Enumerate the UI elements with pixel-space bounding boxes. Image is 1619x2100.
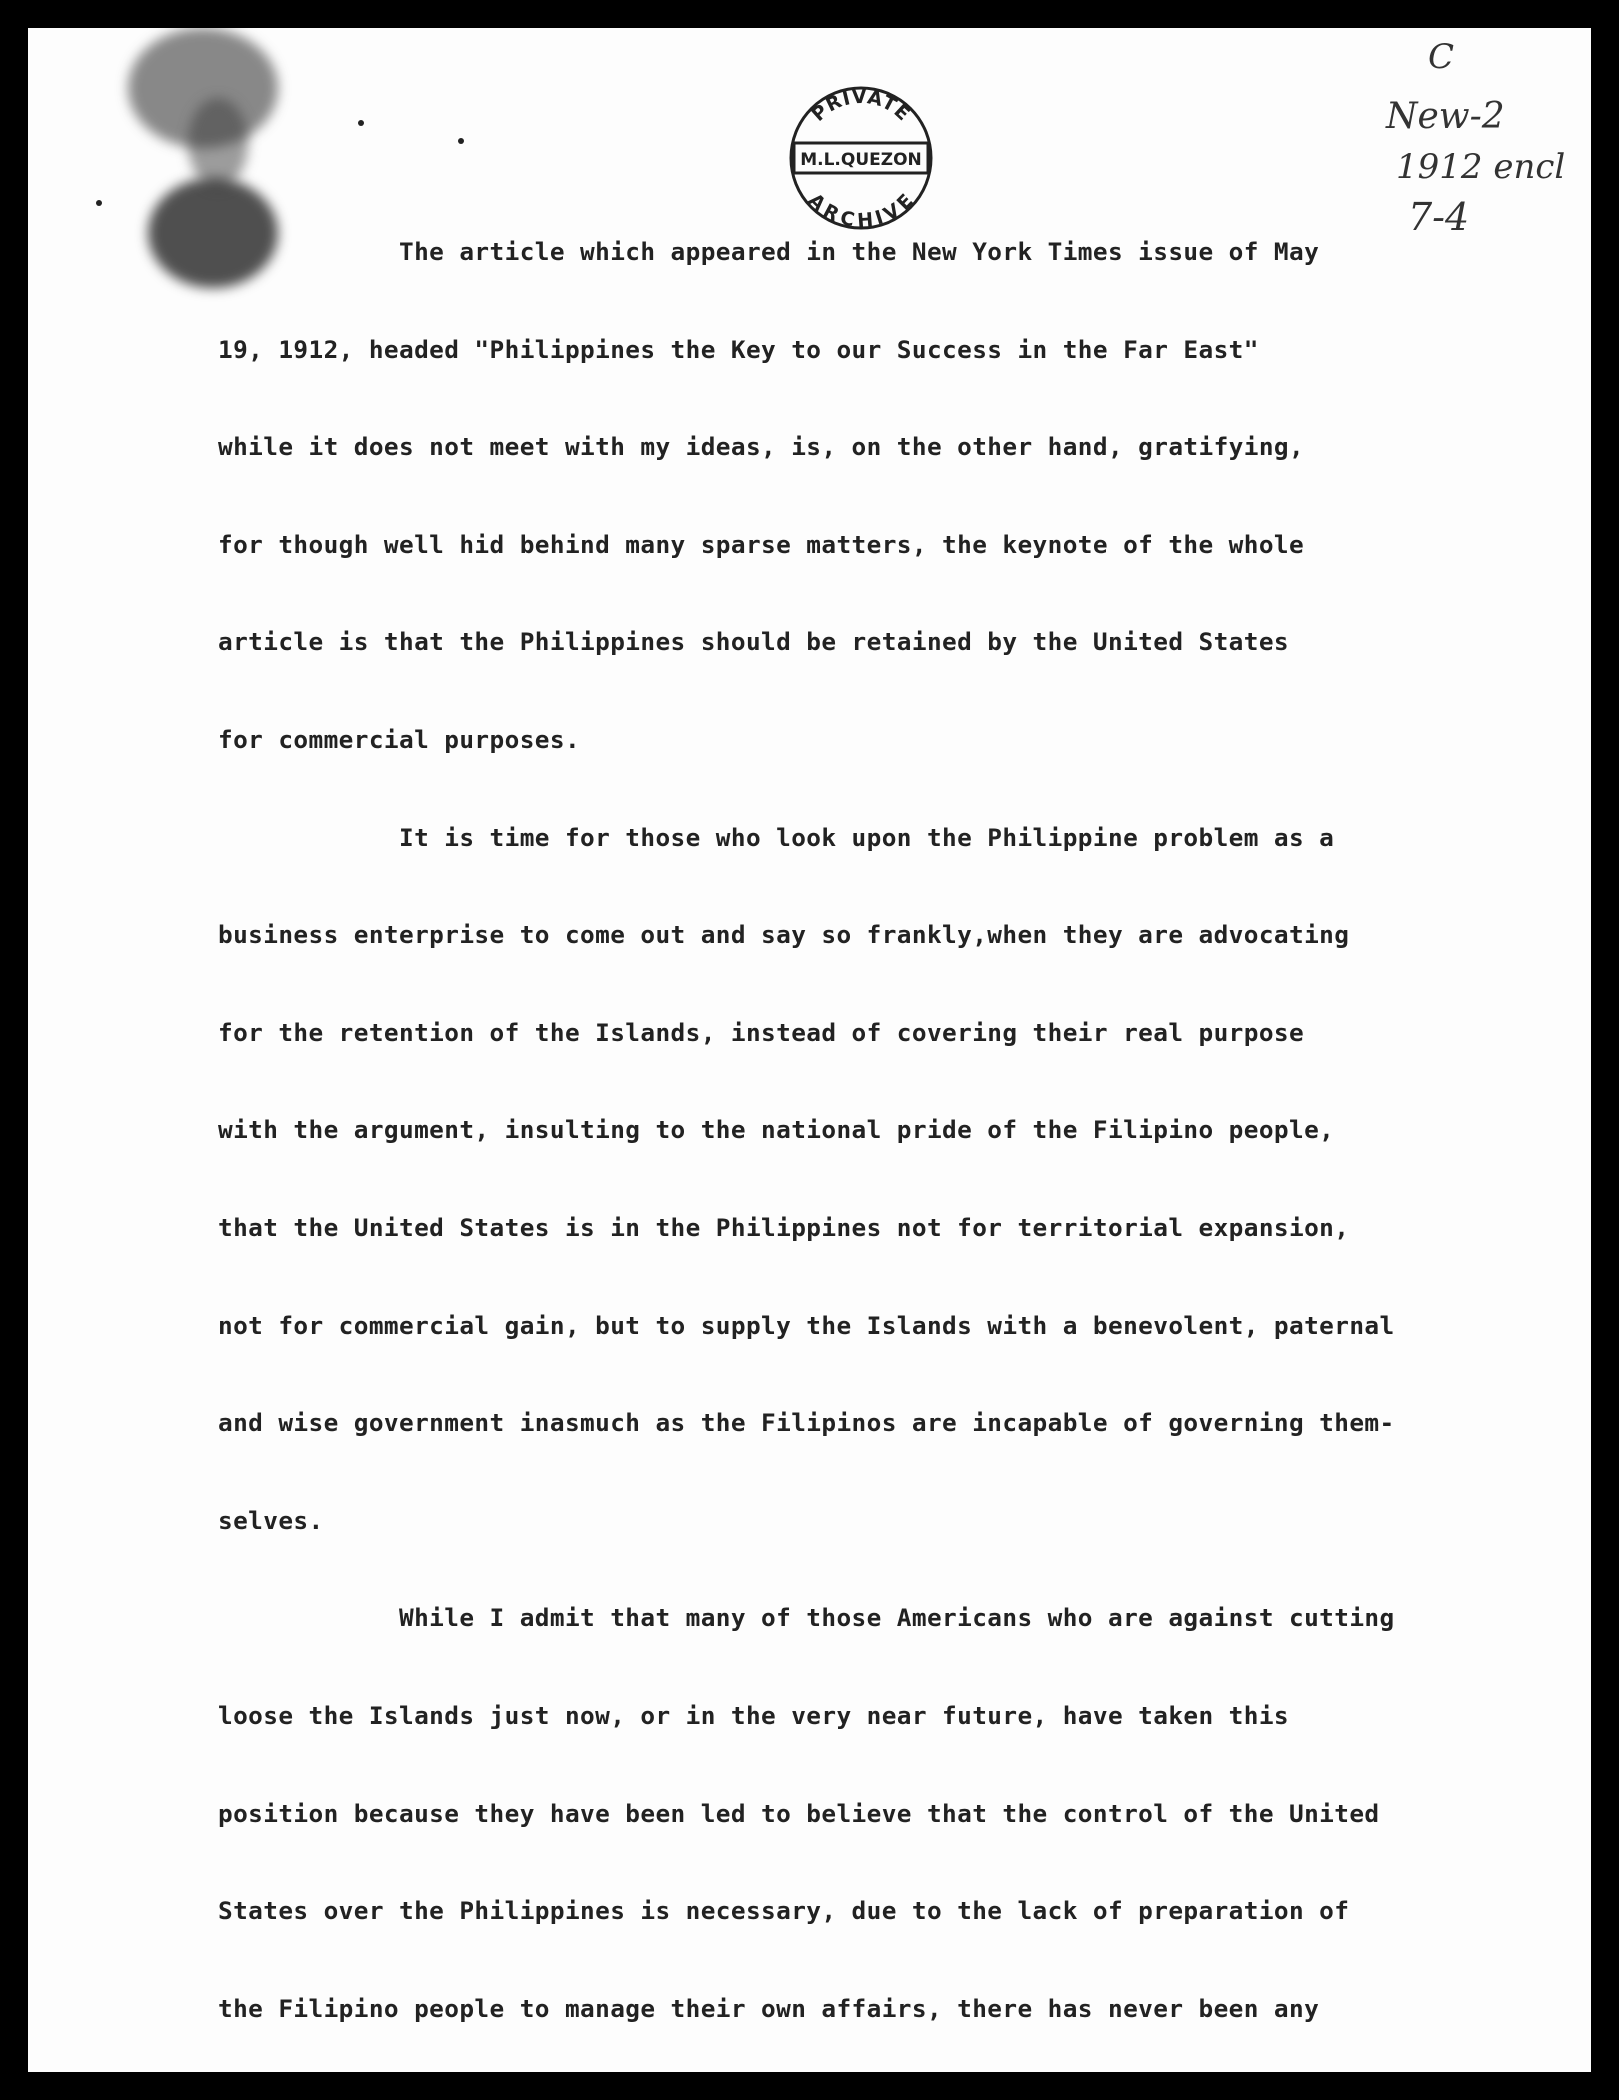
annotation-line: 7-4 [1408,195,1470,239]
ink-speck [358,120,364,126]
text-line: for commercial purposes. [218,724,581,754]
text-line: While I admit that many of those Americans who are against cutting [218,1603,1395,1633]
annotation-line: New-2 [1386,96,1505,137]
text-line: for the retention of the Islands, instead of covering their real purpose [218,1017,1305,1047]
annotation-line: C [1428,37,1455,77]
ink-speck [458,138,464,144]
text-line: The article which appeared in the New York Times issue of May [218,237,1320,266]
annotation-line: 1912 encl [1396,147,1566,187]
text-line: article is that the Philippines should be retained by the United States [218,627,1289,657]
text-line: for though well hid behind many sparse matters, the keynote of the whole [218,529,1305,559]
text-line: that the United States is in the Philippines not for territorial expansion, [218,1212,1350,1242]
document-page [28,28,1591,2072]
text-line: States over the Philippines is necessary, due to the lack of preparation of [218,1896,1350,1926]
text-line: with the argument, insulting to the national pride of the Filipino people, [218,1115,1335,1145]
stamp-top-text: PRIVATE [807,85,915,126]
typewritten-body [218,203,1528,2057]
ink-smudge [188,98,248,188]
text-line: business enterprise to come out and say so frankly,when they are advocating [218,920,1350,950]
text-line: loose the Islands just now, or in the very near future, have taken this [218,1700,1289,1730]
svg-text:PRIVATE [807,86,914,126]
text-line: selves. [218,1505,324,1535]
text-line: while it does not meet with my ideas, is, on the other hand, gratifying, [218,432,1305,462]
text-line: It is time for those who look upon the Philippine problem as a [218,822,1335,852]
text-line: and wise government inasmuch as the Filipinos are incapable of governing them- [218,1408,1395,1438]
text-line: the Filipino people to manage their own affairs, there has never been any [218,1993,1320,2023]
text-line: position because they have been led to believe that the control of the United [218,1798,1380,1828]
text-line: 19, 1912, headed "Philippines the Key to our Success in the Far East" [218,334,1259,364]
stamp-bottom-text: ARCHIVE [803,189,919,233]
ink-speck [96,200,102,206]
stamp-center-text: M.L.QUEZON [800,150,922,170]
text-line: not for commercial gain, but to supply the Islands with a benevolent, paternal [218,1310,1395,1340]
